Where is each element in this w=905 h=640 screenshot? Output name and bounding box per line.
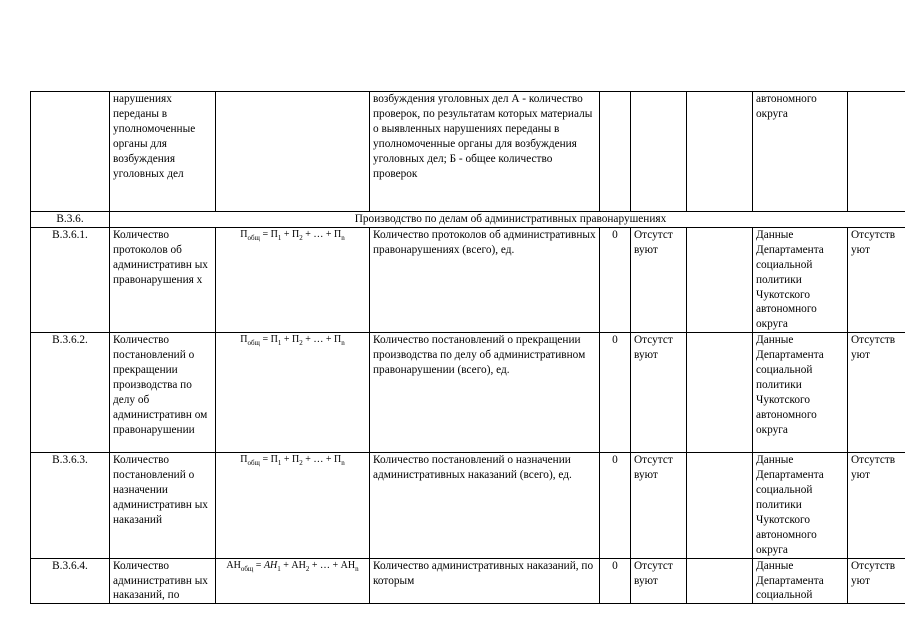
row-formula: $П_{общ} = П_1 + П_2$ + … + $П_n$ [216, 227, 370, 332]
row-note: Отсутств уют [848, 333, 905, 453]
row-status: Отсутст вуют [631, 333, 687, 453]
row-name: Количество административн ых наказаний, по [110, 558, 216, 604]
row-name: Количество постановлений о прекращении производства по делу об административн ом правонарушении [110, 333, 216, 453]
table-row [31, 558, 905, 604]
row-code: В.3.6.1. [31, 227, 110, 332]
row-value: 0 [600, 558, 631, 604]
section-code: В.3.6. [31, 212, 110, 228]
table-row [31, 227, 905, 332]
cell-code [31, 92, 110, 212]
row-formula: $П_{общ} = П_1 + П_2$ + … + $П_n$ [216, 453, 370, 558]
row-description: Количество административных наказаний, по которым [370, 558, 600, 604]
row-formula: $АН_{общ} = АН_1 + АН_2$ + … + $АН_n$ [216, 558, 370, 604]
table-row [31, 453, 905, 558]
cell-formula [216, 92, 370, 212]
cell-note [848, 92, 905, 212]
row-status: Отсутст вуют [631, 227, 687, 332]
table-row [31, 333, 905, 453]
continuation-row [31, 92, 905, 212]
row-empty [687, 453, 753, 558]
row-description: Количество протоколов об административных правонарушениях (всего), ед. [370, 227, 600, 332]
cell-status [631, 92, 687, 212]
row-code: В.3.6.2. [31, 333, 110, 453]
row-description: Количество постановлений о прекращении производства по делу об административном правонарушении (всего), ед. [370, 333, 600, 453]
row-status: Отсутст вуют [631, 558, 687, 604]
row-empty [687, 227, 753, 332]
cell-empty [687, 92, 753, 212]
row-source: Данные Департамента социальной политики Чукотского автономного округа [753, 333, 848, 453]
cell-description: возбуждения уголовных дел А - количество проверок, по результатам которых материалы о выявленных нарушениях переданы в уполномоченные органы для возбуждения уголовных дел; Б - общее количество проверок [370, 92, 600, 212]
row-name: Количество постановлений о назначении административн ых наказаний [110, 453, 216, 558]
section-row [31, 212, 905, 228]
cell-source: автономного округа [753, 92, 848, 212]
row-note: Отсутств уют [848, 453, 905, 558]
row-description: Количество постановлений о назначении административных наказаний (всего), ед. [370, 453, 600, 558]
row-empty [687, 558, 753, 604]
row-note: Отсутств уют [848, 558, 905, 604]
row-status: Отсутст вуют [631, 453, 687, 558]
cell-name: нарушениях переданы в уполномоченные органы для возбуждения уголовных дел [110, 92, 216, 212]
row-source: Данные Департамента социальной [753, 558, 848, 604]
section-title: Производство по делам об административных правонарушениях [110, 212, 905, 228]
row-note: Отсутств уют [848, 227, 905, 332]
row-value: 0 [600, 227, 631, 332]
row-source: Данные Департамента социальной политики Чукотского автономного округа [753, 453, 848, 558]
row-code: В.3.6.3. [31, 453, 110, 558]
row-value: 0 [600, 453, 631, 558]
indicators-table [30, 91, 905, 604]
row-value: 0 [600, 333, 631, 453]
row-name: Количество протоколов об административн ых правонарушения х [110, 227, 216, 332]
row-code: В.3.6.4. [31, 558, 110, 604]
row-formula: $П_{общ} = П_1 + П_2$ + … + $П_n$ [216, 333, 370, 453]
row-source: Данные Департамента социальной политики Чукотского автономного округа [753, 227, 848, 332]
cell-value [600, 92, 631, 212]
row-empty [687, 333, 753, 453]
